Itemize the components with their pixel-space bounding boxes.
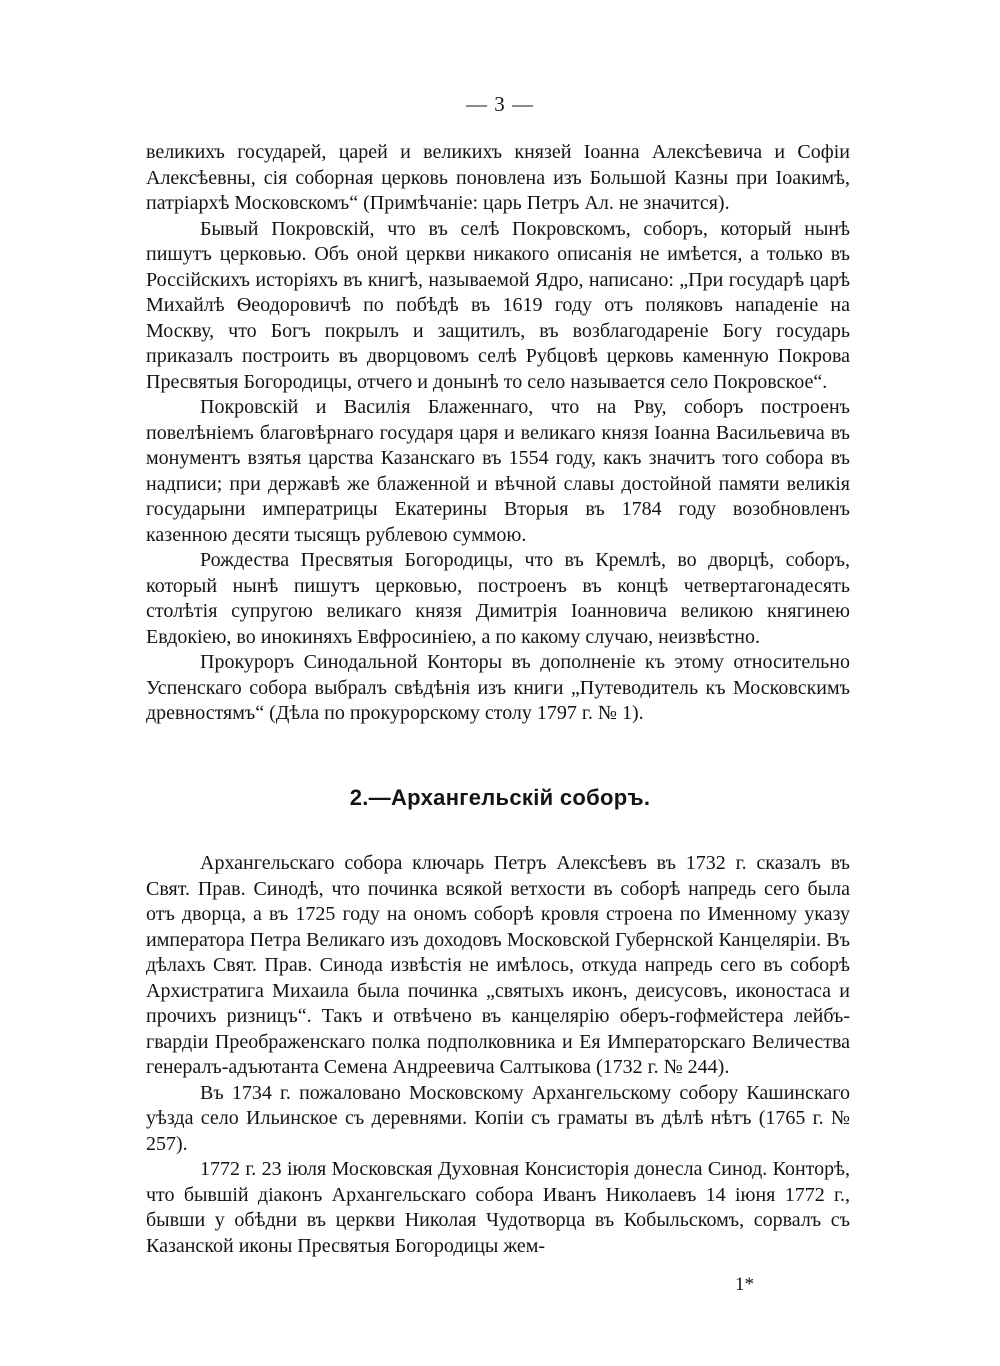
paragraph: Рождества Пресвятыя Богородицы, что въ Кремлѣ, во дворцѣ, соборъ, который нынѣ пишутъ церковью, построенъ въ концѣ четвертагонадесять столѣтія супругою великаго князя Димитрія Іоанновича великою княгинею Евдокіею, во инокиняхъ Евфросиніею, а по какому случаю, неизвѣстно. xyxy=(146,549,850,648)
signature-mark: 1* xyxy=(735,1274,754,1295)
paragraph: 1772 г. 23 іюля Московская Духовная Консисторія донесла Синод. Конторѣ, что бывшій діаконъ Архангельскаго собора Иванъ Николаевъ 14 іюня 1772 г., бывши у обѣдни въ церкви Николая Чудотворца въ Кобыльскомъ, сорвалъ съ Казанской иконы Пресвятыя Богородицы жем- xyxy=(146,1158,850,1257)
section-one-text xyxy=(146,140,850,727)
page-number: — 3 — xyxy=(466,92,534,116)
paragraph: Покровскій и Василія Блаженнаго, что на Рву, соборъ построенъ повелѣніемъ благовѣрнаго государя царя и великаго князя Іоанна Васильевича въ монументъ взятья царства Казанскаго въ 1554 году, какъ значитъ того собора въ надписи; при державѣ же блаженной и вѣчной славы достойной памяти великія государыни императрицы Екатерины Вторыя въ 1784 году возобновленъ казенною десяти тысящъ рублевою суммою. xyxy=(146,396,850,546)
section-heading: 2.—Архангельскій соборъ. xyxy=(349,785,651,810)
paragraph: великихъ государей, царей и великихъ князей Іоанна Алексѣевича и Софіи Алексѣевны, сія соборная церковь поновлена изъ Большой Казны при Іоакимѣ, патріархѣ Московскомъ“ (Примѣчаніе: царь Петръ Ал. не значится). xyxy=(146,141,850,214)
paragraph: Прокуроръ Синодальной Конторы въ дополненіе къ этому относительно Успенскаго собора выбралъ свѣдѣнія изъ книги „Путеводитель къ Московскимъ древностямъ“ (Дѣла по прокурорскому столу 1797 г. № 1). xyxy=(146,651,850,724)
paragraph: Бывый Покровскій, что въ селѣ Покровскомъ, соборъ, который нынѣ пишутъ церковью. Объ оной церкви никакого описанія не имѣется, а только въ Россійскихъ исторіяхъ въ книгѣ, называемой Ядро, написано: „При государѣ царѣ Михайлѣ Ѳеодоровичѣ по побѣдѣ въ 1619 году отъ поляковъ нападеніе на Москву, что Богъ покрылъ и защитилъ, въ возблагодареніе Богу государь приказалъ построить въ дворцовомъ селѣ Рубцовѣ церковь каменную Покрова Пресвятыя Богородицы, отчего и донынѣ то село называется село Покровское“. xyxy=(146,217,850,393)
paragraph: Въ 1734 г. пожаловано Московскому Архангельскому собору Кашинскаго уѣзда село Ильинское съ деревнями. Копіи съ граматы въ дѣлѣ нѣтъ (1765 г. № 257). xyxy=(146,1081,850,1155)
section-two-text xyxy=(146,851,850,1259)
paragraph: Архангельскаго собора ключарь Петръ Алексѣевъ въ 1732 г. сказалъ въ Свят. Прав. Синодѣ, что починка всякой ветхости въ соборѣ напредь сего была отъ дворца, а въ 1725 году на ономъ соборѣ кровля строена по Именному указу императора Петра Великаго изъ доходовъ Московской Губернской Канцеляріи. Въ дѣлахъ Свят. Прав. Синода извѣстія не имѣлось, откуда напредь сего въ соборѣ Архистратига Михаила была починка „святыхъ иконъ, деисусовъ, иконостаса и прочихъ ризницъ“. Такъ и отвѣчено въ канцелярію оберъ-гофмейстера лейбъ-гвардіи Преображенскаго полка подполковника и Ея Императорскаго Величества генералъ-адъютанта Семена Андреевича Салтыкова (1732 г. № 244). xyxy=(146,852,850,1078)
